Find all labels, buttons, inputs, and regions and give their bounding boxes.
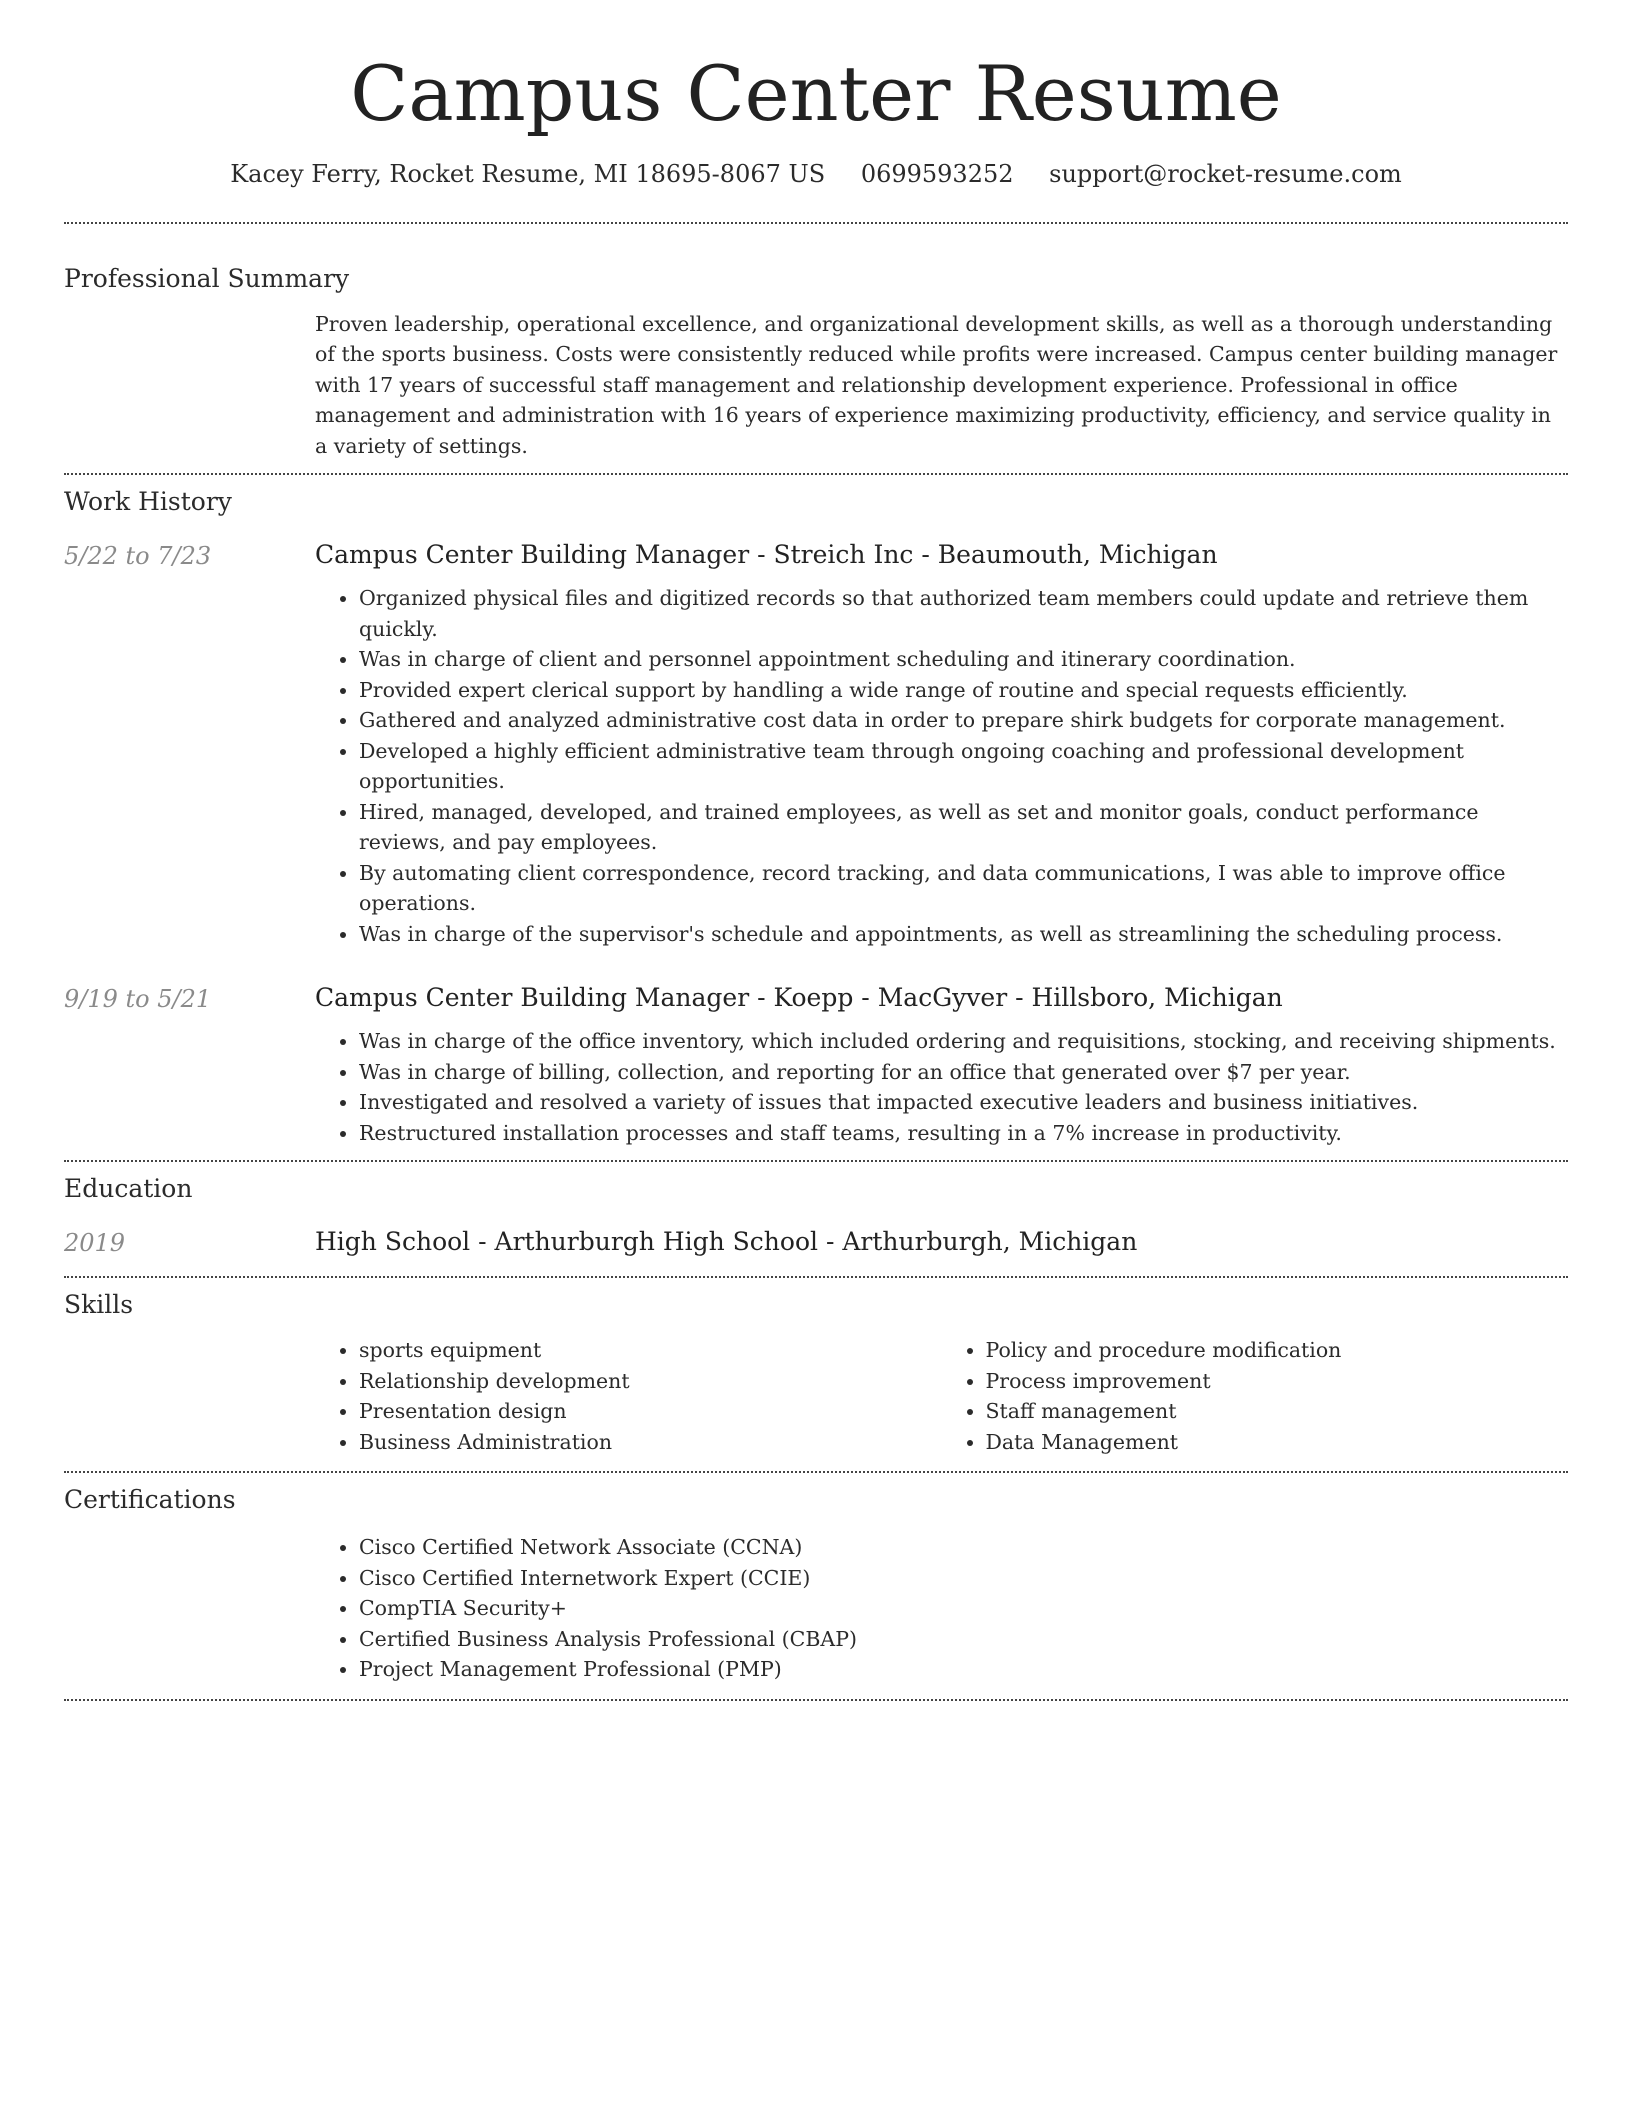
- divider: [64, 1276, 1568, 1278]
- page-title: Campus Center Resume: [350, 49, 1282, 138]
- skills-list-left: [315, 1335, 942, 1457]
- list-item: • Presentation design: [359, 1396, 942, 1427]
- skills-heading: Skills: [64, 1290, 134, 1320]
- list-item: • Business Administration: [359, 1427, 942, 1458]
- work-history-section: [64, 487, 1568, 1148]
- list-item: • Cisco Certified Network Associate (CCNA): [359, 1532, 1568, 1563]
- list-item: • Policy and procedure modification: [986, 1335, 1569, 1366]
- job-title: Campus Center Building Manager - Streich Inc - Beaumouth, Michigan: [315, 540, 1218, 570]
- list-item: • Organized physical files and digitized records so that authorized team members could update and retrieve them quickly.: [359, 583, 1568, 644]
- education-section: [64, 1174, 1568, 1256]
- list-item: • By automating client correspondence, record tracking, and data communications, I was able to improve office operations.: [359, 858, 1568, 919]
- list-item: • Investigated and resolved a variety of issues that impacted executive leaders and business initiatives.: [359, 1087, 1568, 1118]
- divider: [64, 222, 1568, 224]
- list-item: • Was in charge of the supervisor's schedule and appointments, as well as streamlining the scheduling process.: [359, 919, 1568, 950]
- education-title: High School - Arthurburgh High School - Arthurburgh, Michigan: [315, 1227, 1138, 1257]
- divider: [64, 1160, 1568, 1162]
- work-history-heading: Work History: [64, 487, 232, 517]
- skills-list-right: [942, 1335, 1569, 1457]
- list-item: • Staff management: [986, 1396, 1569, 1427]
- list-item: • Provided expert clerical support by handling a wide range of routine and special requests efficiently.: [359, 675, 1568, 706]
- job-dates: 5/22 to 7/23: [64, 542, 212, 571]
- list-item: • Certified Business Analysis Professional (CBAP): [359, 1624, 1568, 1655]
- divider: [64, 1699, 1568, 1701]
- job-bullets: [315, 583, 1568, 949]
- certifications-section: [64, 1485, 1568, 1685]
- contact-phone: 0699593252: [860, 159, 1014, 188]
- job-title: Campus Center Building Manager - Koepp - MacGyver - Hillsboro, Michigan: [315, 983, 1283, 1013]
- education-date: 2019: [64, 1229, 126, 1258]
- list-item: • Was in charge of the office inventory, which included ordering and requisitions, stocking, and receiving shipments.: [359, 1026, 1568, 1057]
- list-item: • Was in charge of client and personnel appointment scheduling and itinerary coordination.: [359, 644, 1568, 675]
- divider: [64, 1471, 1568, 1473]
- list-item: • Process improvement: [986, 1366, 1569, 1397]
- resume-page: [64, 0, 1568, 1701]
- education-heading: Education: [64, 1174, 193, 1204]
- skills-section: [64, 1290, 1568, 1457]
- list-item: • Cisco Certified Internetwork Expert (CCIE): [359, 1563, 1568, 1594]
- list-item: • sports equipment: [359, 1335, 942, 1366]
- job-bullets: [315, 1026, 1568, 1148]
- education-entry: [64, 1227, 1568, 1256]
- list-item: • Was in charge of billing, collection, and reporting for an office that generated over $7 per year.: [359, 1057, 1568, 1088]
- contact-address: Kacey Ferry, Rocket Resume, MI 18695-8067 US: [230, 159, 826, 188]
- divider: [64, 473, 1568, 475]
- list-item: • Project Management Professional (PMP): [359, 1654, 1568, 1685]
- list-item: • Gathered and analyzed administrative cost data in order to prepare shirk budgets for corporate management.: [359, 705, 1568, 736]
- list-item: • Restructured installation processes and staff teams, resulting in a 7% increase in productivity.: [359, 1118, 1568, 1149]
- certifications-list: [315, 1532, 1568, 1685]
- list-item: • Relationship development: [359, 1366, 942, 1397]
- list-item: • Data Management: [986, 1427, 1569, 1458]
- list-item: • Developed a highly efficient administrative team through ongoing coaching and professional development opportunities.: [359, 736, 1568, 797]
- summary-text: Proven leadership, operational excellence, and organizational development skills, as well as a thorough understanding of the sports business. Costs were consistently reduced while profits were increased. Campus center building manager with 17 years of successful staff management and relationship development experience. Professional in office management and administration with 16 years of experience maximizing productivity, efficiency, and service quality in a variety of settings.: [315, 311, 1558, 458]
- summary-section: [64, 264, 1568, 462]
- summary-heading: Professional Summary: [64, 263, 350, 293]
- job-entry: [64, 983, 1568, 1148]
- contact-line: [64, 160, 1568, 188]
- job-dates: 9/19 to 5/21: [64, 985, 212, 1014]
- contact-email: support@rocket-resume.com: [1049, 159, 1402, 188]
- list-item: • CompTIA Security+: [359, 1593, 1568, 1624]
- list-item: • Hired, managed, developed, and trained employees, as well as set and monitor goals, conduct performance reviews, and pay employees.: [359, 797, 1568, 858]
- certifications-heading: Certifications: [64, 1485, 236, 1515]
- job-entry: [64, 540, 1568, 949]
